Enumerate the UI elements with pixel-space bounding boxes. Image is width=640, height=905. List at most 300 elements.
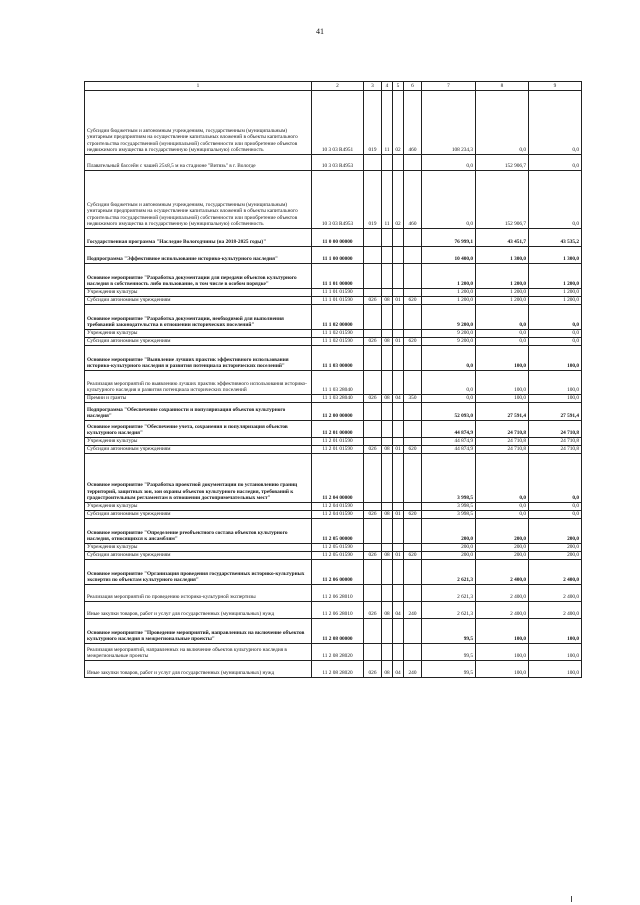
- amount-2021: 0,0: [529, 511, 582, 519]
- budget-table: [84, 81, 582, 678]
- header-cell: 4: [382, 82, 393, 91]
- table-row: [85, 661, 582, 678]
- table-row: [85, 297, 582, 305]
- section-code: 08: [382, 395, 393, 403]
- ministry-code: [364, 544, 382, 552]
- budget-code: 11 2 01 01590: [312, 438, 364, 446]
- amount-2021: 1 200,0: [529, 297, 582, 305]
- ministry-code: 026: [364, 511, 382, 519]
- table-row: [85, 264, 582, 289]
- subsection-code: [393, 155, 404, 171]
- header-row: [85, 82, 582, 91]
- header-cell: 7: [422, 82, 476, 91]
- expense-type-code: [404, 229, 422, 247]
- ministry-code: 026: [364, 552, 382, 560]
- amount-2019: 1 200,0: [422, 264, 476, 289]
- amount-2021: 0,0: [529, 91, 582, 155]
- amount-2020: 100,0: [476, 661, 529, 678]
- amount-2019: 0,0: [422, 171, 476, 229]
- expense-type-code: [404, 289, 422, 297]
- table-row: [85, 519, 582, 544]
- header-cell: 1: [85, 82, 312, 91]
- amount-2021: 0,0: [529, 171, 582, 229]
- amount-2020: 24 710,8: [476, 438, 529, 446]
- amount-2019: 99,5: [422, 661, 476, 678]
- ministry-code: [364, 619, 382, 644]
- subsection-code: [393, 644, 404, 661]
- amount-2020: 200,0: [476, 552, 529, 560]
- ministry-code: [364, 346, 382, 371]
- budget-code: 11 2 08 28020: [312, 644, 364, 661]
- amount-2021: 100,0: [529, 661, 582, 678]
- amount-2021: 2 400,0: [529, 585, 582, 602]
- subsection-code: [393, 247, 404, 264]
- row-name: Основное мероприятие "Выявление лучших практик эффективного использования историко-культурного наследия и развития потенциала исторических поселений": [85, 346, 312, 371]
- ministry-code: 019: [364, 171, 382, 229]
- amount-2020: 152 906,7: [476, 171, 529, 229]
- subsection-code: 01: [393, 446, 404, 454]
- section-code: [382, 454, 393, 503]
- budget-code: 11 2 06 28010: [312, 585, 364, 602]
- table-row: [85, 371, 582, 395]
- amount-2020: 2 400,0: [476, 585, 529, 602]
- budget-code: 11 1 02 01590: [312, 338, 364, 346]
- section-code: [382, 403, 393, 421]
- table-row: [85, 644, 582, 661]
- budget-code: 11 2 04 00000: [312, 454, 364, 503]
- amount-2020: 24 710,8: [476, 446, 529, 454]
- amount-2019: 9 200,0: [422, 338, 476, 346]
- amount-2021: 0,0: [529, 454, 582, 503]
- row-name: Основное мероприятие "Обеспечение учета, сохранения и популяризация объектов культурного наследия": [85, 421, 312, 438]
- row-name: Основное мероприятие "Проведение мероприятий, направленных на включение объектов культурного наследия в межрегиональные проекты": [85, 619, 312, 644]
- row-name: Субсидии автономным учреждениям: [85, 297, 312, 305]
- subsection-code: [393, 438, 404, 446]
- expense-type-code: 620: [404, 297, 422, 305]
- section-code: [382, 305, 393, 330]
- section-code: [382, 229, 393, 247]
- budget-code: 10 3 03 R4953: [312, 171, 364, 229]
- budget-code: 10 3 03 R4951: [312, 91, 364, 155]
- budget-code: 10 3 03 R4953: [312, 155, 364, 171]
- section-code: 08: [382, 338, 393, 346]
- ministry-code: [364, 560, 382, 585]
- row-name: Подпрограмма "Обеспечение сохранности и популяризация объектов культурного наследия": [85, 403, 312, 421]
- amount-2019: 10 400,0: [422, 247, 476, 264]
- budget-code: 11 2 01 01590: [312, 446, 364, 454]
- amount-2020: 0,0: [476, 511, 529, 519]
- amount-2021: 1 200,0: [529, 264, 582, 289]
- expense-type-code: 460: [404, 171, 422, 229]
- section-code: [382, 585, 393, 602]
- table-row: [85, 403, 582, 421]
- row-name: Основное мероприятие "Разработка документации, необходимой для выполнения требований законодательства в отношении исторических поселений": [85, 305, 312, 330]
- amount-2020: 100,0: [476, 619, 529, 644]
- subsection-code: 02: [393, 91, 404, 155]
- row-name: Реализация мероприятий, направленных на включение объектов культурного наследия в межрегиональные проекты: [85, 644, 312, 661]
- table-row: [85, 305, 582, 330]
- amount-2019: 44 874,9: [422, 438, 476, 446]
- amount-2019: 2 621,3: [422, 585, 476, 602]
- table-row: [85, 330, 582, 338]
- row-name: Реализация мероприятий по выявлению лучших практик эффективного использования историко-культурного наследия и развития потенциала исторических поселений: [85, 371, 312, 395]
- amount-2020: 0,0: [476, 330, 529, 338]
- amount-2020: 0,0: [476, 454, 529, 503]
- section-code: 08: [382, 661, 393, 678]
- expense-type-code: [404, 519, 422, 544]
- expense-type-code: [404, 438, 422, 446]
- budget-code: 11 2 06 00000: [312, 560, 364, 585]
- row-name: Субсидии бюджетным и автономным учреждениям, государственным (муниципальным) унитарным предприятиям на осуществление капитальных вложений в объекты капитального строительства государственной (муниципальной) собственности или приобретение объектов недвижимого имущества в государственную (муниципальную) собственность: [85, 171, 312, 229]
- table-row: [85, 338, 582, 346]
- expense-type-code: 620: [404, 552, 422, 560]
- table-row: [85, 247, 582, 264]
- amount-2020: 24 710,8: [476, 421, 529, 438]
- expense-type-code: 620: [404, 446, 422, 454]
- table-row: [85, 395, 582, 403]
- row-name: Учреждения культуры: [85, 330, 312, 338]
- subsection-code: 04: [393, 395, 404, 403]
- amount-2020: 1 200,0: [476, 297, 529, 305]
- amount-2020: 200,0: [476, 519, 529, 544]
- table-row: [85, 421, 582, 438]
- subsection-code: [393, 454, 404, 503]
- amount-2020: 1 200,0: [476, 264, 529, 289]
- amount-2019: 3 998,5: [422, 454, 476, 503]
- amount-2020: 100,0: [476, 395, 529, 403]
- ministry-code: 026: [364, 446, 382, 454]
- budget-code: 11 2 05 01590: [312, 552, 364, 560]
- ministry-code: [364, 421, 382, 438]
- header-cell: 3: [364, 82, 382, 91]
- section-code: [382, 371, 393, 395]
- amount-2021: 1 300,0: [529, 247, 582, 264]
- table-row: [85, 171, 582, 229]
- amount-2019: 0,0: [422, 395, 476, 403]
- subsection-code: 02: [393, 171, 404, 229]
- subsection-code: [393, 371, 404, 395]
- row-name: Основное мероприятие "Разработка документации для передачи объектов культурного наследия в собственность либо пользование, в том числе в особом порядке": [85, 264, 312, 289]
- table-row: [85, 619, 582, 644]
- ministry-code: 019: [364, 91, 382, 155]
- amount-2020: 100,0: [476, 346, 529, 371]
- row-name: Субсидии автономным учреждениям: [85, 446, 312, 454]
- section-code: [382, 519, 393, 544]
- row-name: Реализация мероприятий по проведению историко-культурной экспертизы: [85, 585, 312, 602]
- amount-2021: 100,0: [529, 371, 582, 395]
- table-row: [85, 544, 582, 552]
- page-number: 41: [316, 27, 324, 36]
- amount-2021: 100,0: [529, 395, 582, 403]
- scan-mark: [571, 896, 572, 902]
- expense-type-code: [404, 247, 422, 264]
- subsection-code: [393, 305, 404, 330]
- subsection-code: [393, 403, 404, 421]
- header-cell: 2: [312, 82, 364, 91]
- subsection-code: [393, 503, 404, 511]
- amount-2019: 0,0: [422, 371, 476, 395]
- row-name: Субсидии автономным учреждениям: [85, 552, 312, 560]
- subsection-code: [393, 544, 404, 552]
- amount-2020: 2 400,0: [476, 560, 529, 585]
- ministry-code: [364, 454, 382, 503]
- header-cell: 8: [476, 82, 529, 91]
- ministry-code: 026: [364, 297, 382, 305]
- subsection-code: 04: [393, 661, 404, 678]
- amount-2020: 152 906,7: [476, 155, 529, 171]
- row-name: Плавательный бассейн с чашей 25х8,5 м на стадионе "Витязь" в г. Вологде: [85, 155, 312, 171]
- budget-code: 11 2 01 00000: [312, 421, 364, 438]
- budget-code: 11 1 00 00000: [312, 247, 364, 264]
- budget-code: 11 1 03 28040: [312, 371, 364, 395]
- amount-2021: 0,0: [529, 503, 582, 511]
- row-name: Основное мероприятие "Определение preобъектного состава объектов культурного наследия, относящихся к ансамблям": [85, 519, 312, 544]
- amount-2020: 1 200,0: [476, 289, 529, 297]
- amount-2021: 0,0: [529, 338, 582, 346]
- amount-2019: 99,5: [422, 644, 476, 661]
- amount-2020: 2 400,0: [476, 602, 529, 619]
- section-code: [382, 619, 393, 644]
- section-code: [382, 155, 393, 171]
- row-name: Учреждения культуры: [85, 438, 312, 446]
- subsection-code: [393, 560, 404, 585]
- amount-2021: 200,0: [529, 544, 582, 552]
- ministry-code: [364, 155, 382, 171]
- subsection-code: 04: [393, 602, 404, 619]
- expense-type-code: 240: [404, 602, 422, 619]
- row-name: Субсидии автономным учреждениям: [85, 511, 312, 519]
- amount-2019: 9 200,0: [422, 305, 476, 330]
- subsection-code: [393, 585, 404, 602]
- amount-2019: 0,0: [422, 155, 476, 171]
- expense-type-code: [404, 403, 422, 421]
- amount-2020: 100,0: [476, 371, 529, 395]
- expense-type-code: [404, 644, 422, 661]
- amount-2020: 0,0: [476, 91, 529, 155]
- expense-type-code: [404, 585, 422, 602]
- ministry-code: [364, 519, 382, 544]
- amount-2019: 200,0: [422, 519, 476, 544]
- amount-2021: 0,0: [529, 330, 582, 338]
- budget-code: 11 1 01 01590: [312, 297, 364, 305]
- budget-code: 11 0 00 00000: [312, 229, 364, 247]
- subsection-code: 01: [393, 338, 404, 346]
- amount-2020: 27 591,4: [476, 403, 529, 421]
- amount-2021: 100,0: [529, 619, 582, 644]
- amount-2021: 27 591,4: [529, 403, 582, 421]
- table-row: [85, 346, 582, 371]
- section-code: 08: [382, 552, 393, 560]
- table-row: [85, 454, 582, 503]
- budget-code: 11 2 08 00000: [312, 619, 364, 644]
- ministry-code: [364, 305, 382, 330]
- table-row: [85, 552, 582, 560]
- expense-type-code: [404, 155, 422, 171]
- amount-2019: 0,0: [422, 346, 476, 371]
- expense-type-code: [404, 305, 422, 330]
- row-name: Учреждения культуры: [85, 289, 312, 297]
- subsection-code: [393, 346, 404, 371]
- row-name: Иные закупки товаров, работ и услуг для государственных (муниципальных) нужд: [85, 661, 312, 678]
- table-row: [85, 446, 582, 454]
- ministry-code: [364, 585, 382, 602]
- budget-code: 11 2 08 28020: [312, 661, 364, 678]
- header-cell: 9: [529, 82, 582, 91]
- budget-code: 11 1 01 00000: [312, 264, 364, 289]
- section-code: [382, 247, 393, 264]
- row-name: Основное мероприятие "Разработка проектной документации по установлению границ территорий, защитных зон, зон охраны объектов культурного наследия, требований к градостроительным регламентам в отношении достопримечательных мест": [85, 454, 312, 503]
- ministry-code: [364, 644, 382, 661]
- amount-2021: 0,0: [529, 305, 582, 330]
- budget-code: 11 2 05 01590: [312, 544, 364, 552]
- table-row: [85, 289, 582, 297]
- amount-2021: 24 710,8: [529, 421, 582, 438]
- amount-2020: 0,0: [476, 503, 529, 511]
- expense-type-code: [404, 560, 422, 585]
- ministry-code: [364, 371, 382, 395]
- amount-2021: 24 710,8: [529, 438, 582, 446]
- subsection-code: [393, 619, 404, 644]
- row-name: Иные закупки товаров, работ и услуг для государственных (муниципальных) нужд: [85, 602, 312, 619]
- row-name: Государственная программа "Наследие Вологодчины (на 2018-2025 годы)": [85, 229, 312, 247]
- section-code: 11: [382, 91, 393, 155]
- expense-type-code: [404, 619, 422, 644]
- subsection-code: [393, 330, 404, 338]
- ministry-code: [364, 247, 382, 264]
- table-row: [85, 229, 582, 247]
- expense-type-code: [404, 503, 422, 511]
- amount-2019: 44 874,9: [422, 421, 476, 438]
- ministry-code: [364, 229, 382, 247]
- section-code: 08: [382, 446, 393, 454]
- subsection-code: [393, 421, 404, 438]
- amount-2019: 76 999,1: [422, 229, 476, 247]
- amount-2021: 43 535,2: [529, 229, 582, 247]
- table-row: [85, 602, 582, 619]
- amount-2019: 44 874,9: [422, 446, 476, 454]
- section-code: [382, 503, 393, 511]
- amount-2020: 43 451,7: [476, 229, 529, 247]
- expense-type-code: [404, 421, 422, 438]
- budget-code: 11 1 01 01590: [312, 289, 364, 297]
- expense-type-code: [404, 264, 422, 289]
- ministry-code: [364, 438, 382, 446]
- amount-2019: 52 093,0: [422, 403, 476, 421]
- amount-2019: 99,5: [422, 619, 476, 644]
- amount-2021: 200,0: [529, 519, 582, 544]
- subsection-code: [393, 264, 404, 289]
- amount-2021: 0,0: [529, 155, 582, 171]
- budget-code: 11 1 03 28040: [312, 395, 364, 403]
- ministry-code: 026: [364, 661, 382, 678]
- budget-code: 11 2 06 28010: [312, 602, 364, 619]
- subsection-code: 01: [393, 511, 404, 519]
- ministry-code: 026: [364, 395, 382, 403]
- expense-type-code: 350: [404, 395, 422, 403]
- amount-2020: 100,0: [476, 644, 529, 661]
- table-row: [85, 503, 582, 511]
- section-code: [382, 560, 393, 585]
- budget-code: 11 1 03 00000: [312, 346, 364, 371]
- table-row: [85, 155, 582, 171]
- section-code: [382, 330, 393, 338]
- amount-2021: 2 400,0: [529, 602, 582, 619]
- subsection-code: 01: [393, 552, 404, 560]
- row-name: Основное мероприятие "Организация проведения государственных историко-культурных экспертиз по объектам культурного наследия": [85, 560, 312, 585]
- amount-2020: 200,0: [476, 544, 529, 552]
- subsection-code: [393, 289, 404, 297]
- budget-code: 11 2 04 01590: [312, 511, 364, 519]
- amount-2021: 100,0: [529, 346, 582, 371]
- table-row: [85, 91, 582, 155]
- amount-2021: 2 400,0: [529, 560, 582, 585]
- amount-2019: 3 998,5: [422, 503, 476, 511]
- budget-code: 11 2 05 00000: [312, 519, 364, 544]
- section-code: [382, 421, 393, 438]
- amount-2019: 2 621,3: [422, 602, 476, 619]
- amount-2019: 2 621,3: [422, 560, 476, 585]
- budget-code: 11 2 00 00000: [312, 403, 364, 421]
- amount-2020: 0,0: [476, 305, 529, 330]
- ministry-code: 026: [364, 602, 382, 619]
- amount-2019: 200,0: [422, 552, 476, 560]
- ministry-code: [364, 503, 382, 511]
- row-name: Учреждения культуры: [85, 503, 312, 511]
- budget-code: 11 2 04 01590: [312, 503, 364, 511]
- expense-type-code: [404, 346, 422, 371]
- expense-type-code: [404, 454, 422, 503]
- ministry-code: [364, 330, 382, 338]
- table-row: [85, 585, 582, 602]
- section-code: [382, 289, 393, 297]
- table-row: [85, 511, 582, 519]
- ministry-code: [364, 264, 382, 289]
- amount-2019: 1 200,0: [422, 289, 476, 297]
- budget-code: 11 1 02 00000: [312, 305, 364, 330]
- subsection-code: 01: [393, 297, 404, 305]
- table-row: [85, 438, 582, 446]
- amount-2019: 200,0: [422, 544, 476, 552]
- expense-type-code: 240: [404, 661, 422, 678]
- section-code: 08: [382, 297, 393, 305]
- section-code: [382, 544, 393, 552]
- header-cell: 6: [404, 82, 422, 91]
- amount-2019: 108 234,3: [422, 91, 476, 155]
- header-cell: 5: [393, 82, 404, 91]
- row-name: Субсидии бюджетным и автономным учреждениям, государственным (муниципальным) унитарным предприятиям на осуществление капитальных вложений в объекты капитального строительства государственной (муниципальной) собственности или приобретение объектов недвижимого имущества в государственную (муниципальную) собственность: [85, 91, 312, 155]
- amount-2021: 1 200,0: [529, 289, 582, 297]
- amount-2021: 100,0: [529, 644, 582, 661]
- row-name: Субсидии автономным учреждениям: [85, 338, 312, 346]
- section-code: [382, 644, 393, 661]
- expense-type-code: 460: [404, 91, 422, 155]
- amount-2020: 0,0: [476, 338, 529, 346]
- ministry-code: [364, 403, 382, 421]
- ministry-code: [364, 289, 382, 297]
- subsection-code: [393, 519, 404, 544]
- section-code: 08: [382, 602, 393, 619]
- expense-type-code: [404, 330, 422, 338]
- expense-type-code: 620: [404, 511, 422, 519]
- row-name: Подпрограмма "Эффективное использование историко-культурного наследия": [85, 247, 312, 264]
- section-code: 11: [382, 171, 393, 229]
- budget-code: 11 1 02 01590: [312, 330, 364, 338]
- expense-type-code: [404, 544, 422, 552]
- subsection-code: [393, 229, 404, 247]
- amount-2019: 9 200,0: [422, 330, 476, 338]
- row-name: Премии и гранты: [85, 395, 312, 403]
- amount-2020: 1 300,0: [476, 247, 529, 264]
